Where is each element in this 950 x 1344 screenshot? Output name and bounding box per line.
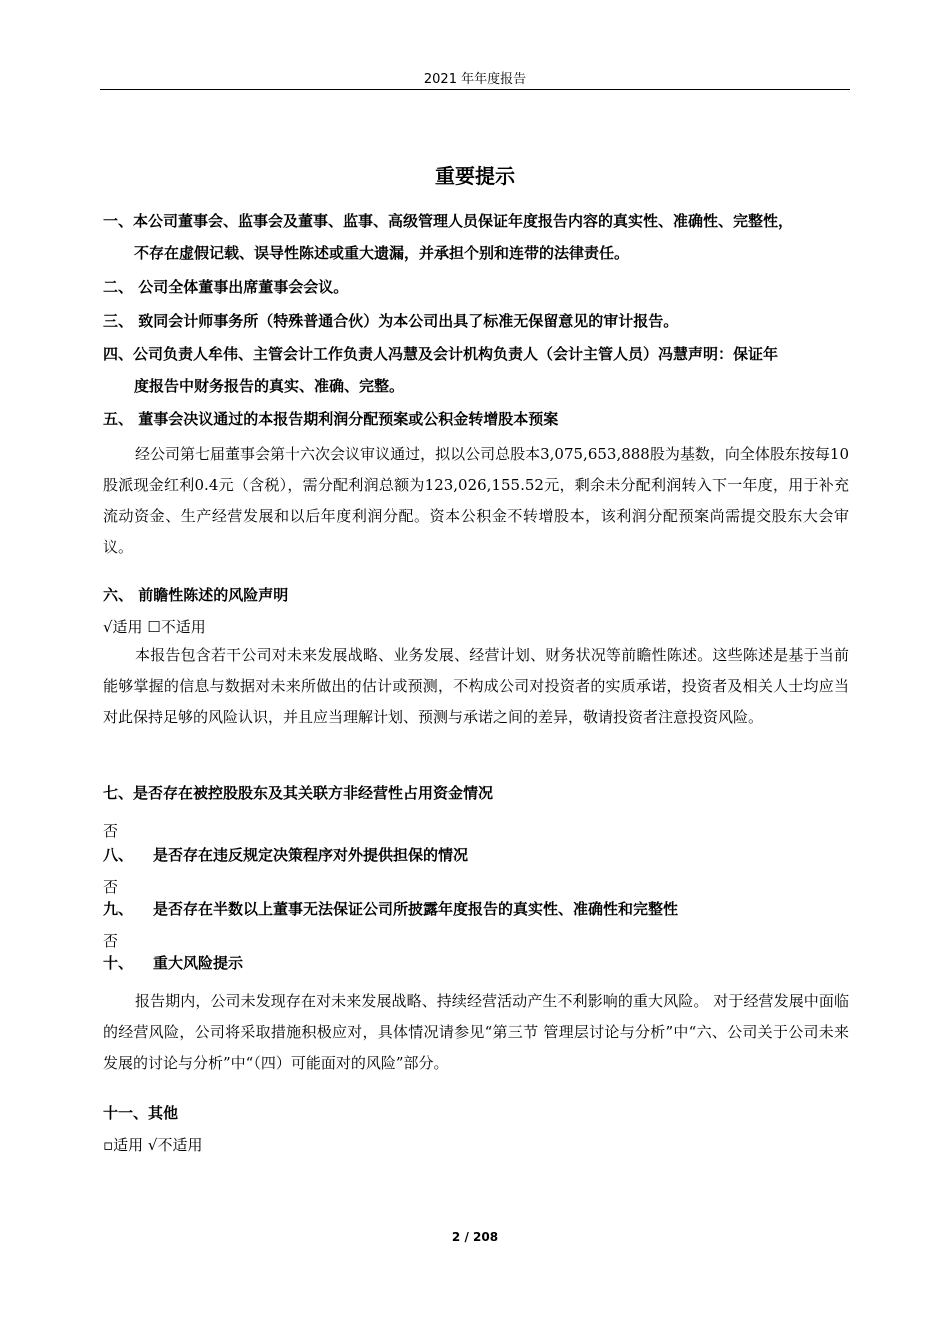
item-3: 三、 致同会计师事务所（特殊普通合伙）为本公司出具了标准无保留意见的审计报告。 (103, 312, 679, 330)
item-9-answer: 否 (103, 932, 119, 950)
item-11-applicability: ▫适用 √不适用 (103, 1136, 203, 1154)
item-7-heading: 七、是否存在被控股股东及其关联方非经营性占用资金情况 (103, 784, 494, 802)
item-5-heading: 五、 董事会决议通过的本报告期利润分配预案或公积金转增股本预案 (103, 410, 559, 428)
item-8-answer: 否 (103, 878, 119, 896)
header-divider (100, 89, 850, 90)
item-10-number: 十、 (103, 954, 134, 972)
item-9-text: 是否存在半数以上董事无法保证公司所披露年度报告的真实性、准确性和完整性 (153, 900, 679, 918)
page-title: 重要提示 (435, 164, 515, 188)
item-10-heading (103, 952, 243, 973)
item-4-line-1: 四、公司负责人牟伟、主管会计工作负责人冯慧及会计机构负责人（会计主管人员）冯慧声明：保证年 (103, 345, 779, 363)
item-9-heading (103, 898, 678, 919)
item-11-heading: 十一、其他 (103, 1104, 179, 1122)
item-8-text: 是否存在违反规定决策程序对外提供担保的情况 (153, 846, 469, 864)
item-10-text: 重大风险提示 (153, 954, 244, 972)
item-2: 二、 公司全体董事出席董事会会议。 (103, 278, 349, 296)
item-9-number: 九、 (103, 900, 134, 918)
item-7-answer: 否 (103, 822, 119, 840)
page-number: 2 / 208 (451, 1230, 499, 1244)
item-10-paragraph: 报告期内，公司未发现存在对未来发展战略、持续经营活动产生不利影响的重大风险。 对于经营发展中面临的经营风险，公司将采取措施积极应对，具体情况请参见“第三节 管理层讨论与分析”中“六、公司关于公司未来发展的讨论与分析”中“（四）可能面对的风险”部分。 (103, 992, 849, 1072)
item-4-line-2: 度报告中财务报告的真实、准确、完整。 (134, 377, 405, 395)
item-5-paragraph: 经公司第七届董事会第十六次会议审议通过，拟以公司总股本3,075,653,888股为基数，向全体股东按每10股派现金红利0.4元（含税），需分配利润总额为123,026,155.52元，剩余未分配利润转入下一年度，用于补充流动资金、生产经营发展和以后年度利润分配。资本公积金不转增股本，该利润分配预案尚需提交股东大会审议。 (103, 445, 849, 556)
item-1-line-2: 不存在虚假记载、误导性陈述或重大遗漏，并承担个别和连带的法律责任。 (134, 244, 630, 262)
item-6-heading: 六、 前瞻性陈述的风险声明 (103, 586, 289, 604)
item-6-applicability: √适用 ☐不适用 (103, 618, 206, 636)
header-title: 2021 年年度报告 (423, 72, 527, 87)
item-1-line-1: 一、本公司董事会、监事会及董事、监事、高级管理人员保证年度报告内容的真实性、准确性、完整性， (103, 212, 794, 230)
item-8-heading (103, 844, 468, 865)
item-8-number: 八、 (103, 846, 134, 864)
item-6-paragraph: 本报告包含若干公司对未来发展战略、业务发展、经营计划、财务状况等前瞻性陈述。这些陈述是基于当前能够掌握的信息与数据对未来所做出的估计或预测，不构成公司对投资者的实质承诺，投资者及相关人士均应当对此保持足够的风险认识，并且应当理解计划、预测与承诺之间的差异，敬请投资者注意投资风险。 (103, 646, 849, 726)
